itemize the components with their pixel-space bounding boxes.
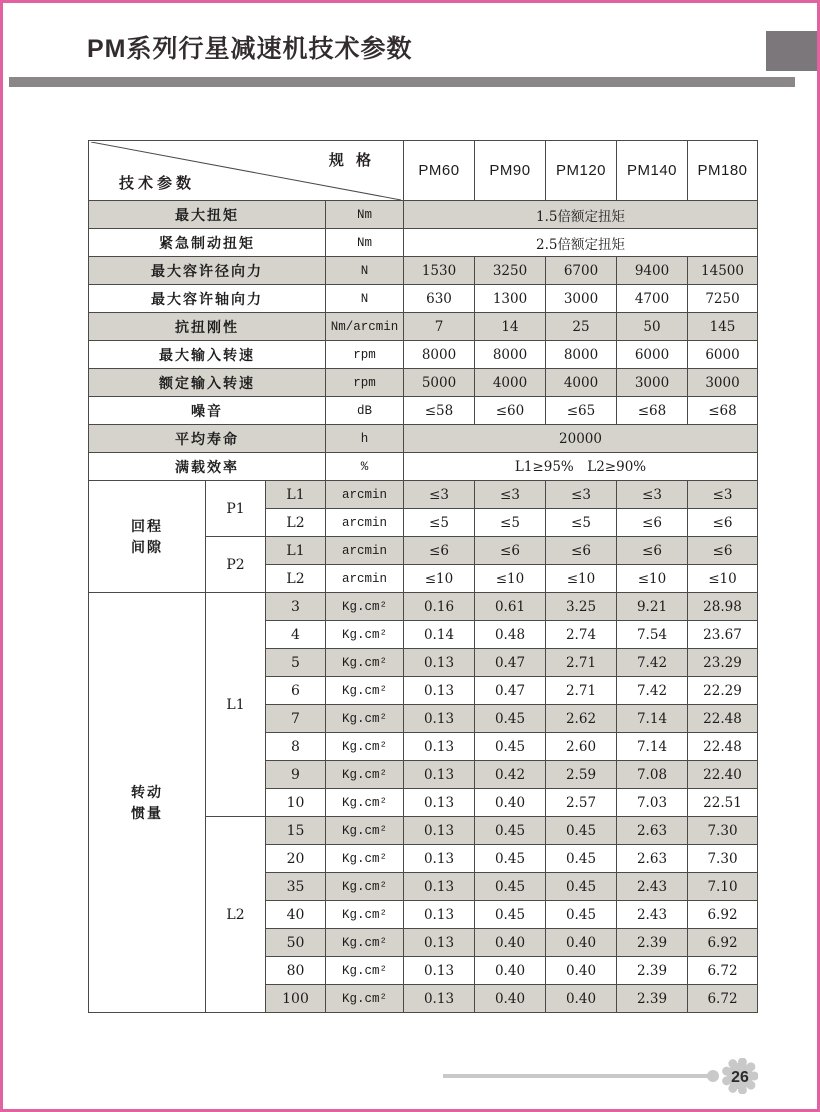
value-cell: 0.13 (404, 761, 475, 789)
unit-cell: Kg.cm² (326, 901, 404, 929)
value-cell: ≤68 (688, 397, 758, 425)
table-row (89, 285, 758, 313)
value-cell: ≤3 (546, 481, 617, 509)
value-cell: 2.57 (546, 789, 617, 817)
value-cell: 23.29 (688, 649, 758, 677)
value-cell: 0.40 (546, 929, 617, 957)
value-cell: 0.16 (404, 593, 475, 621)
value-cell: 0.13 (404, 929, 475, 957)
table-row (89, 313, 758, 341)
value-cell: 2.60 (546, 733, 617, 761)
ratio-cell: 9 (266, 761, 326, 789)
value-cell: ≤6 (688, 509, 758, 537)
value-span-cell: 20000 (404, 425, 758, 453)
ratio-cell: 5 (266, 649, 326, 677)
unit-cell: Kg.cm² (326, 845, 404, 873)
unit-cell: arcmin (326, 537, 404, 565)
param-cell: 最大扭矩 (89, 201, 326, 229)
value-cell: 6000 (688, 341, 758, 369)
table-row (89, 341, 758, 369)
value-cell: 0.48 (475, 621, 546, 649)
unit-cell: Kg.cm² (326, 621, 404, 649)
model-header: PM90 (475, 141, 546, 201)
unit-cell: Kg.cm² (326, 985, 404, 1013)
model-header: PM180 (688, 141, 758, 201)
value-cell: ≤65 (546, 397, 617, 425)
value-cell: 6.92 (688, 929, 758, 957)
unit-cell: Nm (326, 229, 404, 257)
unit-cell: arcmin (326, 509, 404, 537)
value-cell: 0.45 (546, 873, 617, 901)
value-cell: ≤6 (617, 537, 688, 565)
value-cell: 0.13 (404, 957, 475, 985)
unit-cell: % (326, 453, 404, 481)
value-cell: 7.30 (688, 845, 758, 873)
unit-cell: rpm (326, 341, 404, 369)
table-row (89, 257, 758, 285)
ratio-cell: 15 (266, 817, 326, 845)
page-number: 26 (731, 1068, 749, 1086)
value-cell: ≤3 (688, 481, 758, 509)
unit-cell: Kg.cm² (326, 705, 404, 733)
value-cell: 4700 (617, 285, 688, 313)
corner-accent-rect (766, 31, 820, 71)
unit-cell: rpm (326, 369, 404, 397)
table-header-row (89, 141, 758, 201)
value-cell: 0.13 (404, 649, 475, 677)
value-cell: 2.71 (546, 677, 617, 705)
value-cell: 28.98 (688, 593, 758, 621)
ratio-cell: 80 (266, 957, 326, 985)
value-cell: 0.13 (404, 873, 475, 901)
value-cell: 9.21 (617, 593, 688, 621)
value-cell: 22.48 (688, 733, 758, 761)
value-cell: 5000 (404, 369, 475, 397)
ratio-cell: 35 (266, 873, 326, 901)
value-cell: 2.59 (546, 761, 617, 789)
value-cell: 0.40 (475, 985, 546, 1013)
value-cell: 14500 (688, 257, 758, 285)
value-cell: 0.13 (404, 901, 475, 929)
value-cell: 2.71 (546, 649, 617, 677)
param-cell: 抗扭刚性 (89, 313, 326, 341)
value-cell: 145 (688, 313, 758, 341)
value-cell: ≤58 (404, 397, 475, 425)
value-cell: ≤6 (475, 537, 546, 565)
value-cell: ≤5 (475, 509, 546, 537)
value-cell: 22.40 (688, 761, 758, 789)
value-cell: 0.13 (404, 817, 475, 845)
value-cell: ≤10 (688, 565, 758, 593)
unit-cell: arcmin (326, 481, 404, 509)
value-cell: 2.63 (617, 845, 688, 873)
value-cell: 7.08 (617, 761, 688, 789)
corner-label-spec: 规 格 (328, 151, 375, 169)
unit-cell: Kg.cm² (326, 929, 404, 957)
value-cell: 3.25 (546, 593, 617, 621)
group-label: L1 (206, 593, 266, 817)
value-cell: ≤6 (688, 537, 758, 565)
unit-cell: Kg.cm² (326, 677, 404, 705)
value-cell: ≤6 (404, 537, 475, 565)
value-cell: 6000 (617, 341, 688, 369)
value-cell: 4000 (546, 369, 617, 397)
value-cell: 7.54 (617, 621, 688, 649)
value-cell: 0.45 (546, 845, 617, 873)
param-cell: 满载效率 (89, 453, 326, 481)
ratio-cell: 10 (266, 789, 326, 817)
value-cell: 7.03 (617, 789, 688, 817)
value-cell: 1300 (475, 285, 546, 313)
value-cell: 8000 (475, 341, 546, 369)
value-cell: 2.43 (617, 901, 688, 929)
section-label (89, 593, 206, 1013)
value-cell: ≤3 (617, 481, 688, 509)
unit-cell: Nm (326, 201, 404, 229)
value-cell: ≤10 (404, 565, 475, 593)
value-cell: 630 (404, 285, 475, 313)
model-header: PM140 (617, 141, 688, 201)
value-cell: 0.13 (404, 845, 475, 873)
value-cell: 7.42 (617, 649, 688, 677)
model-header: PM120 (546, 141, 617, 201)
gear-icon (722, 1058, 758, 1094)
unit-cell: Nm/arcmin (326, 313, 404, 341)
value-cell: 1530 (404, 257, 475, 285)
stage-cell: L1 (266, 537, 326, 565)
value-cell: 6.72 (688, 985, 758, 1013)
section-label-text: 回程间隙 (131, 517, 163, 555)
param-cell: 额定输入转速 (89, 369, 326, 397)
unit-cell: N (326, 257, 404, 285)
param-cell: 最大输入转速 (89, 341, 326, 369)
value-cell: 0.47 (475, 677, 546, 705)
value-cell: 0.13 (404, 677, 475, 705)
table-row (89, 425, 758, 453)
value-cell: 7.14 (617, 705, 688, 733)
unit-cell: arcmin (326, 565, 404, 593)
ratio-cell: 40 (266, 901, 326, 929)
value-cell: 0.45 (546, 817, 617, 845)
group-label: L2 (206, 817, 266, 1013)
ratio-cell: 50 (266, 929, 326, 957)
value-cell: 22.29 (688, 677, 758, 705)
group-label: P2 (206, 537, 266, 593)
ratio-cell: 4 (266, 621, 326, 649)
page-title: PM系列行星减速机技术参数 (87, 35, 413, 63)
value-cell: ≤10 (475, 565, 546, 593)
value-cell: 2.43 (617, 873, 688, 901)
value-cell: ≤5 (546, 509, 617, 537)
corner-cell (89, 141, 404, 201)
value-cell: 2.74 (546, 621, 617, 649)
param-cell: 紧急制动扭矩 (89, 229, 326, 257)
footer-dot (707, 1070, 719, 1082)
section-label-text: 转动惯量 (131, 783, 163, 821)
value-cell: 7.30 (688, 817, 758, 845)
value-cell: ≤3 (475, 481, 546, 509)
value-cell: 0.40 (475, 929, 546, 957)
ratio-cell: 6 (266, 677, 326, 705)
value-cell: 14 (475, 313, 546, 341)
value-cell: ≤6 (617, 509, 688, 537)
value-cell: 7 (404, 313, 475, 341)
unit-cell: Kg.cm² (326, 873, 404, 901)
unit-cell: dB (326, 397, 404, 425)
param-cell: 最大容许轴向力 (89, 285, 326, 313)
group-label: P1 (206, 481, 266, 537)
value-cell: 0.45 (475, 901, 546, 929)
value-cell: 3000 (688, 369, 758, 397)
value-cell: 0.45 (475, 817, 546, 845)
value-cell: 0.40 (475, 957, 546, 985)
value-cell: 0.42 (475, 761, 546, 789)
table-row (89, 201, 758, 229)
param-cell: 噪音 (89, 397, 326, 425)
value-cell: 2.39 (617, 957, 688, 985)
value-cell: ≤10 (617, 565, 688, 593)
unit-cell: Kg.cm² (326, 733, 404, 761)
value-cell: 6.92 (688, 901, 758, 929)
value-cell: 0.45 (546, 901, 617, 929)
value-cell: 6700 (546, 257, 617, 285)
value-cell: 3250 (475, 257, 546, 285)
value-cell: 22.51 (688, 789, 758, 817)
title-divider-bar (9, 77, 795, 87)
stage-cell: L2 (266, 509, 326, 537)
param-cell: 平均寿命 (89, 425, 326, 453)
value-cell: 9400 (617, 257, 688, 285)
stage-cell: L2 (266, 565, 326, 593)
spec-table (88, 140, 758, 1013)
value-cell: 23.67 (688, 621, 758, 649)
ratio-cell: 100 (266, 985, 326, 1013)
value-cell: 0.61 (475, 593, 546, 621)
value-cell: 3000 (546, 285, 617, 313)
table-row (89, 369, 758, 397)
value-cell: 0.13 (404, 733, 475, 761)
value-cell: 0.13 (404, 705, 475, 733)
unit-cell: Kg.cm² (326, 957, 404, 985)
corner-box (91, 142, 401, 200)
corner-label-param: 技术参数 (119, 174, 196, 192)
value-span-cell: 1.5倍额定扭矩 (404, 201, 758, 229)
ratio-cell: 8 (266, 733, 326, 761)
ratio-cell: 3 (266, 593, 326, 621)
ratio-cell: 20 (266, 845, 326, 873)
value-cell: 0.13 (404, 985, 475, 1013)
value-cell: 0.40 (475, 789, 546, 817)
value-cell: 0.40 (546, 957, 617, 985)
table-row (89, 453, 758, 481)
value-cell: 0.45 (475, 873, 546, 901)
unit-cell: h (326, 425, 404, 453)
value-cell: ≤68 (617, 397, 688, 425)
value-cell: 3000 (617, 369, 688, 397)
value-cell: 0.45 (475, 733, 546, 761)
value-cell: 7250 (688, 285, 758, 313)
table-row (89, 481, 758, 509)
value-span-cell: L1≥95% L2≥90% (404, 453, 758, 481)
value-cell: ≤60 (475, 397, 546, 425)
value-cell: 8000 (546, 341, 617, 369)
value-cell: ≤6 (546, 537, 617, 565)
value-cell: 7.14 (617, 733, 688, 761)
value-cell: 4000 (475, 369, 546, 397)
value-cell: 2.39 (617, 929, 688, 957)
value-cell: 6.72 (688, 957, 758, 985)
unit-cell: Kg.cm² (326, 593, 404, 621)
value-span-cell: 2.5倍额定扭矩 (404, 229, 758, 257)
table-row (89, 593, 758, 621)
unit-cell: N (326, 285, 404, 313)
value-cell: 7.42 (617, 677, 688, 705)
value-cell: 7.10 (688, 873, 758, 901)
value-cell: 0.40 (546, 985, 617, 1013)
stage-cell: L1 (266, 481, 326, 509)
value-cell: 2.63 (617, 817, 688, 845)
value-cell: 8000 (404, 341, 475, 369)
value-cell: ≤3 (404, 481, 475, 509)
unit-cell: Kg.cm² (326, 789, 404, 817)
value-cell: 2.39 (617, 985, 688, 1013)
ratio-cell: 7 (266, 705, 326, 733)
value-cell: 0.45 (475, 845, 546, 873)
value-cell: ≤5 (404, 509, 475, 537)
value-cell: 2.62 (546, 705, 617, 733)
value-cell: ≤10 (546, 565, 617, 593)
value-cell: 50 (617, 313, 688, 341)
section-label (89, 481, 206, 593)
unit-cell: Kg.cm² (326, 649, 404, 677)
unit-cell: Kg.cm² (326, 761, 404, 789)
value-cell: 0.47 (475, 649, 546, 677)
unit-cell: Kg.cm² (326, 817, 404, 845)
value-cell: 0.13 (404, 789, 475, 817)
table-row (89, 397, 758, 425)
footer-line (443, 1074, 711, 1078)
param-cell: 最大容许径向力 (89, 257, 326, 285)
value-cell: 0.14 (404, 621, 475, 649)
model-header: PM60 (404, 141, 475, 201)
value-cell: 0.45 (475, 705, 546, 733)
value-cell: 22.48 (688, 705, 758, 733)
table-row (89, 229, 758, 257)
value-cell: 25 (546, 313, 617, 341)
